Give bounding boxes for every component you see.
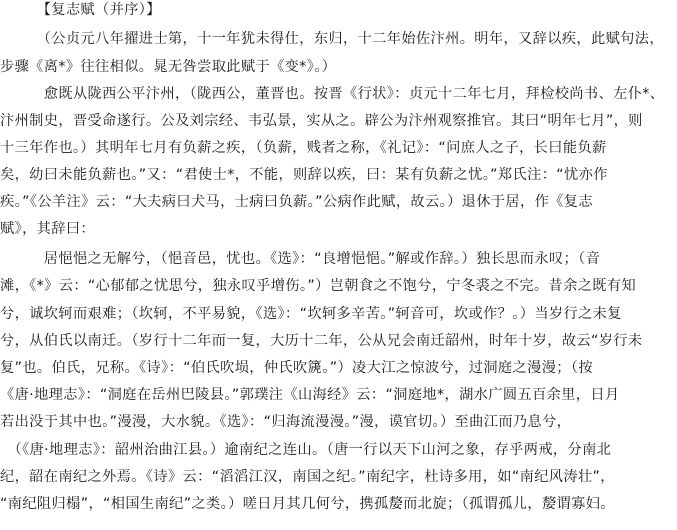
paragraph-line: 滩，《*》云：“心郁郁之忧思兮，独永叹乎增伤。”）岂朝食之不饱兮，宁冬裘之不完。昔余之既有知 (0, 278, 637, 294)
paragraph-line: （《唐·地理志》：韶州治曲江县。）逾南纪之连山。（唐一行以天下山河之象，存乎两戒，分南北 (0, 442, 612, 458)
paragraph-line: 若出没于其中也。”漫漫，大水貌。《选》：“归海流漫漫。”漫，谟官切。）至曲江而乃息兮， (0, 414, 572, 430)
paragraph-line: 《唐·地理志》：“洞庭在岳州巴陵县。”郭璞注《山海经》云：“洞庭地*，湖水广圆五百余里，日月 (0, 387, 620, 403)
paragraph-line: 十三年作也。）其明年七月有负薪之疾，（负薪，贱者之称，《礼记》：“问庶人之子，长曰能负薪 (0, 140, 607, 156)
paragraph-line: 居悒悒之无解兮，（悒音邑，忧也。《选》：“良增悒悒。”解或作辞。）独长思而永叹；（音 (0, 251, 601, 267)
preface-line: （公贞元八年擢进士第，十一年犹未得仕，东归，十二年始佐汴州。明年，又辞以疾，此赋句法， (0, 31, 664, 47)
paragraph-line: 复”也。伯氏，兄称。《诗》：“伯氏吹埙，仲氏吹篪。”）凌大江之惊波兮，过洞庭之漫漫；（按 (0, 360, 593, 376)
paragraph-line: 纪，韶在南纪之外焉。《诗》云：“滔滔江汉，南国之纪。”南纪字，杜诗多用，如“南纪风涛壮”， (0, 469, 615, 485)
section-title: 【复志赋（并序）】 (0, 2, 161, 18)
paragraph-line: “南纪阻归榻”，“相国生南纪”之类。）嗟日月其几何兮，携孤嫠而北旋；（孤谓孤儿，嫠谓寡妇。 (0, 496, 615, 512)
paragraph-line: 汴州制史，晋受命遂行。公及刘宗经、韦弘景，实从之。辟公为汴州观察推官。其曰“明年七月”，则 (0, 113, 643, 129)
paragraph-line: 愈既从陇西公平汴州，（陇西公，董晋也。按晋《行状》：贞元十二年七月，拜检校尚书、左仆*、 (0, 86, 665, 102)
paragraph-line: 兮，从伯氏以南迁。（岁行十二年而一复，大历十二年，公从兄会南迁韶州，时年十岁，故云“岁行未 (0, 333, 643, 349)
paragraph-line: 赋》，其辞曰： (0, 221, 96, 237)
preface-line: 步骤《离*》往往相似。晁无咎尝取此赋于《变*》。） (0, 59, 337, 75)
paragraph-line: 矣，幼曰未能负薪也。”又：“君使士*，不能，则辞以疾，曰：某有负薪之忧。”郑氏注：“忧亦作 (0, 167, 608, 183)
paragraph-line: 兮，诚坎轲而艰难；（坎轲，不平易貌，《选》：“坎轲多辛苦。”轲音可，坎或作？。）当岁行之未复 (0, 306, 622, 322)
paragraph-line: 疾。”《公羊注》云：“大夫病曰犬马，士病曰负薪。”公病作此赋，故云。）退休于居，作《复志 (0, 194, 593, 210)
